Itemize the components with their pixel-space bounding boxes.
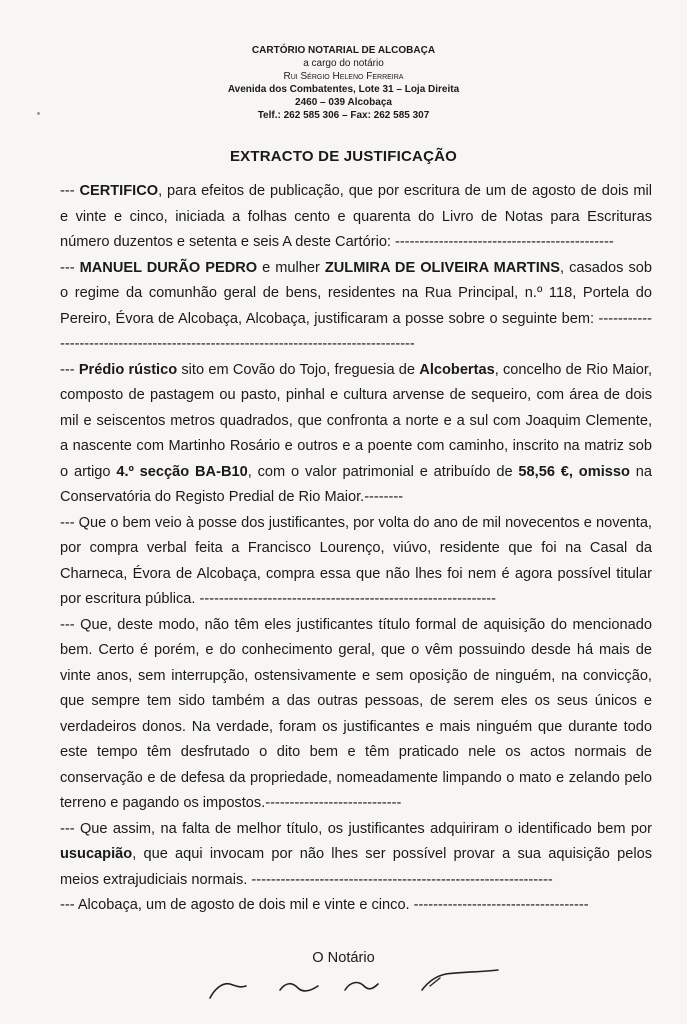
letterhead-charge: a cargo do notário <box>303 58 384 69</box>
paragraph-text: --- Que assim, na falta de melhor título, os justificantes adquiriram o identificado bem por <box>60 820 652 837</box>
letterhead <box>0 44 687 122</box>
usucapiao-keyword: usucapião <box>60 846 133 862</box>
letterhead-notary-name: Rui Sérgio Heleno Ferreira <box>283 71 404 82</box>
paragraph-text: , casados sob o regime da comunhão geral de bens, residentes na Rua Principal, n.º 118, Portela do Pereiro, Évora de Alcobaça, Alcobaça, justificaram a posse sobre o seguinte bem: ------------------------------------------------------------------------------------ <box>60 259 652 352</box>
paragraph-possession: --- Que, deste modo, não têm eles justificantes título formal de aquisição do mencionado bem. Certo é porém, e do conhecimento geral, que o vêm possuindo desde há mais de vinte anos, sem interrupção, ostensivamente e sem oposição de ninguém, na convicção, que sempre tem sido também a das outras pessoas, de serem eles os seus únicos e verdadeiros donos. Na verdade, foram os justificantes e mais ninguém que durante todo este tempo têm desfrutado o dito bem e têm praticado nele os actos normais de conservação e de defesa da propriedade, nomeadamente limpando o mato e zelando pelo terreno e pagando os impostos.---------------------------- <box>60 616 652 811</box>
paragraph-acquisition: --- Que o bem veio à posse dos justificantes, por volta do ano de mil novecentos e noventa, por compra verbal feita a Francisco Lourenço, viúvo, residente que foi na Casal da Charneca, Évora de Alcobaça, compra essa que não lhes foi nem é agora possível titular por escritura pública. ------------------------------------------------------------- <box>60 514 652 607</box>
paragraph-text: , para efeitos de publicação, que por escritura de um de agosto de dois mil e vinte e cinco, iniciada a folhas cento e quarenta do Livro de Notas para Escrituras número duzentos e setenta e seis A deste Cartório: --------------------------------------------- <box>60 183 652 250</box>
letterhead-office: CARTÓRIO NOTARIAL DE ALCOBAÇA <box>251 45 436 56</box>
letterhead-address: Avenida dos Combatentes, Lote 31 – Loja Direita <box>227 84 460 95</box>
paragraph-usucapiao <box>60 817 652 894</box>
certifico-keyword: CERTIFICO <box>79 183 159 199</box>
document-body <box>60 179 652 919</box>
party-name-wife: ZULMIRA DE OLIVEIRA MARTINS <box>324 259 561 276</box>
paragraph-property <box>60 358 652 511</box>
paragraph-text: na Conservatória do Registo Predial de Rio Maior.-------- <box>60 463 652 505</box>
property-value: 58,56 €, omisso <box>518 463 630 480</box>
paragraph-date-place: --- Alcobaça, um de agosto de dois mil e vinte e cinco. ------------------------------------ <box>60 897 589 913</box>
paragraph-text: e mulher <box>257 259 325 276</box>
paragraph-lead: --- <box>60 183 80 199</box>
paragraph-text: sito em Covão do Tojo, freguesia de <box>177 361 420 378</box>
property-type: Prédio rústico <box>78 361 178 378</box>
party-name-husband: MANUEL DURÃO PEDRO <box>79 259 258 276</box>
letterhead-postcode: 2460 – 039 Alcobaça <box>295 97 392 108</box>
handwritten-signature <box>200 960 510 1010</box>
paragraph-certifico <box>60 179 652 256</box>
property-article: 4.º secção BA-B10 <box>116 463 248 480</box>
paragraph-text: , que aqui invocam por não lhes ser possível provar a sua aquisição pelos meios extrajudiciais normais. -------------------------------------------------------------- <box>60 846 652 888</box>
paragraph-lead: --- <box>60 259 80 276</box>
paragraph-lead: --- <box>60 361 79 378</box>
paragraph-parties <box>60 256 652 358</box>
letterhead-phone-fax: Telf.: 262 585 306 – Fax: 262 585 307 <box>257 110 430 121</box>
paragraph-text: , com o valor patrimonial e atribuído de <box>247 463 519 480</box>
document-title: EXTRACTO DE JUSTIFICAÇÃO <box>229 148 458 165</box>
signature-label: O Notário <box>312 950 375 966</box>
paragraph-text: , concelho de Rio Maior, composto de pastagem ou pasto, pinhal e cultura arvense de sequeiro, com área de dois mil e seiscentos metros quadrados, que confronta a norte e a sul com Joaquim Clemente, a nascente com Martinho Rosário e outros e a poente com caminho, inscrito na matriz sob o artigo <box>60 361 653 480</box>
property-parish: Alcobertas <box>419 361 495 378</box>
